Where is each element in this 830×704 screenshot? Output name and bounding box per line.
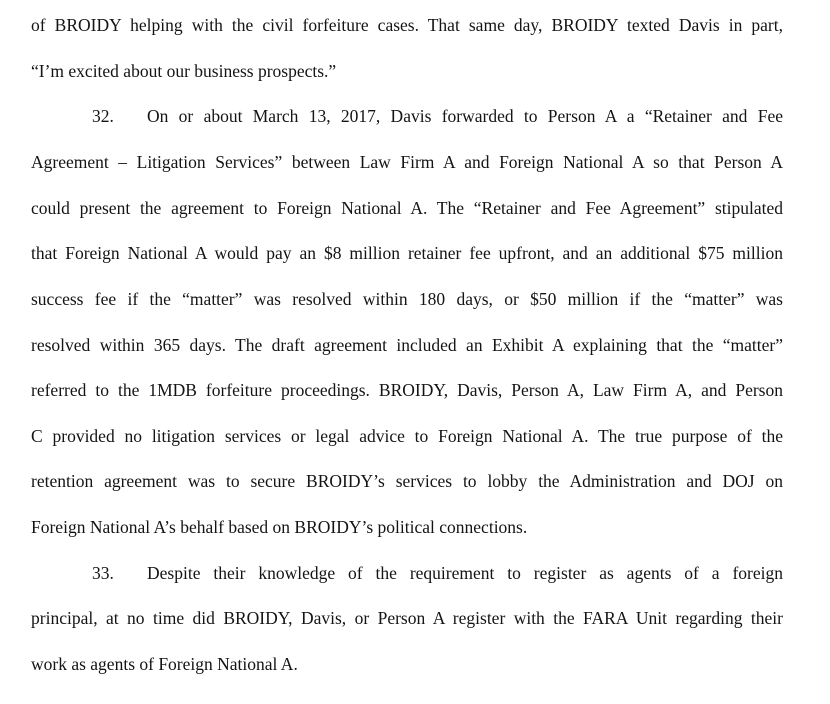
text-line: resolved within 365 days. The draft agreement included an Exhibit A explaining that the “matter” — [31, 335, 783, 355]
paragraph-32-first-line — [92, 105, 783, 127]
paragraph-33-first-line — [92, 562, 783, 584]
paragraph-number: 32. — [92, 106, 114, 126]
text-line: work as agents of Foreign National A. — [31, 654, 298, 674]
text-line: On or about March 13, 2017, Davis forwarded to Person A a “Retainer and Fee — [147, 106, 783, 126]
text-line: “I’m excited about our business prospects.” — [31, 61, 337, 81]
text-line: Despite their knowledge of the requirement to register as agents of a foreign — [147, 563, 783, 583]
text-line: retention agreement was to secure BROIDY’s services to lobby the Administration and DOJ on — [31, 471, 783, 491]
text-line: Foreign National A’s behalf based on BROIDY’s political connections. — [31, 517, 528, 537]
text-line: success fee if the “matter” was resolved within 180 days, or $50 million if the “matter” was — [31, 289, 783, 309]
text-line: of BROIDY helping with the civil forfeiture cases. That same day, BROIDY texted Davis in part, — [31, 15, 783, 35]
text-line: C provided no litigation services or legal advice to Foreign National A. The true purpose of the — [31, 426, 783, 446]
text-line: could present the agreement to Foreign National A. The “Retainer and Fee Agreement” stipulated — [31, 198, 783, 218]
text-line: referred to the 1MDB forfeiture proceedings. BROIDY, Davis, Person A, Law Firm A, and Person — [31, 380, 783, 400]
text-line: principal, at no time did BROIDY, Davis, or Person A register with the FARA Unit regarding their — [31, 608, 783, 628]
text-line: that Foreign National A would pay an $8 million retainer fee upfront, and an additional $75 million — [31, 243, 783, 263]
paragraph-number: 33. — [92, 563, 114, 583]
text-line: Agreement – Litigation Services” between Law Firm A and Foreign National A so that Person A — [31, 152, 783, 172]
